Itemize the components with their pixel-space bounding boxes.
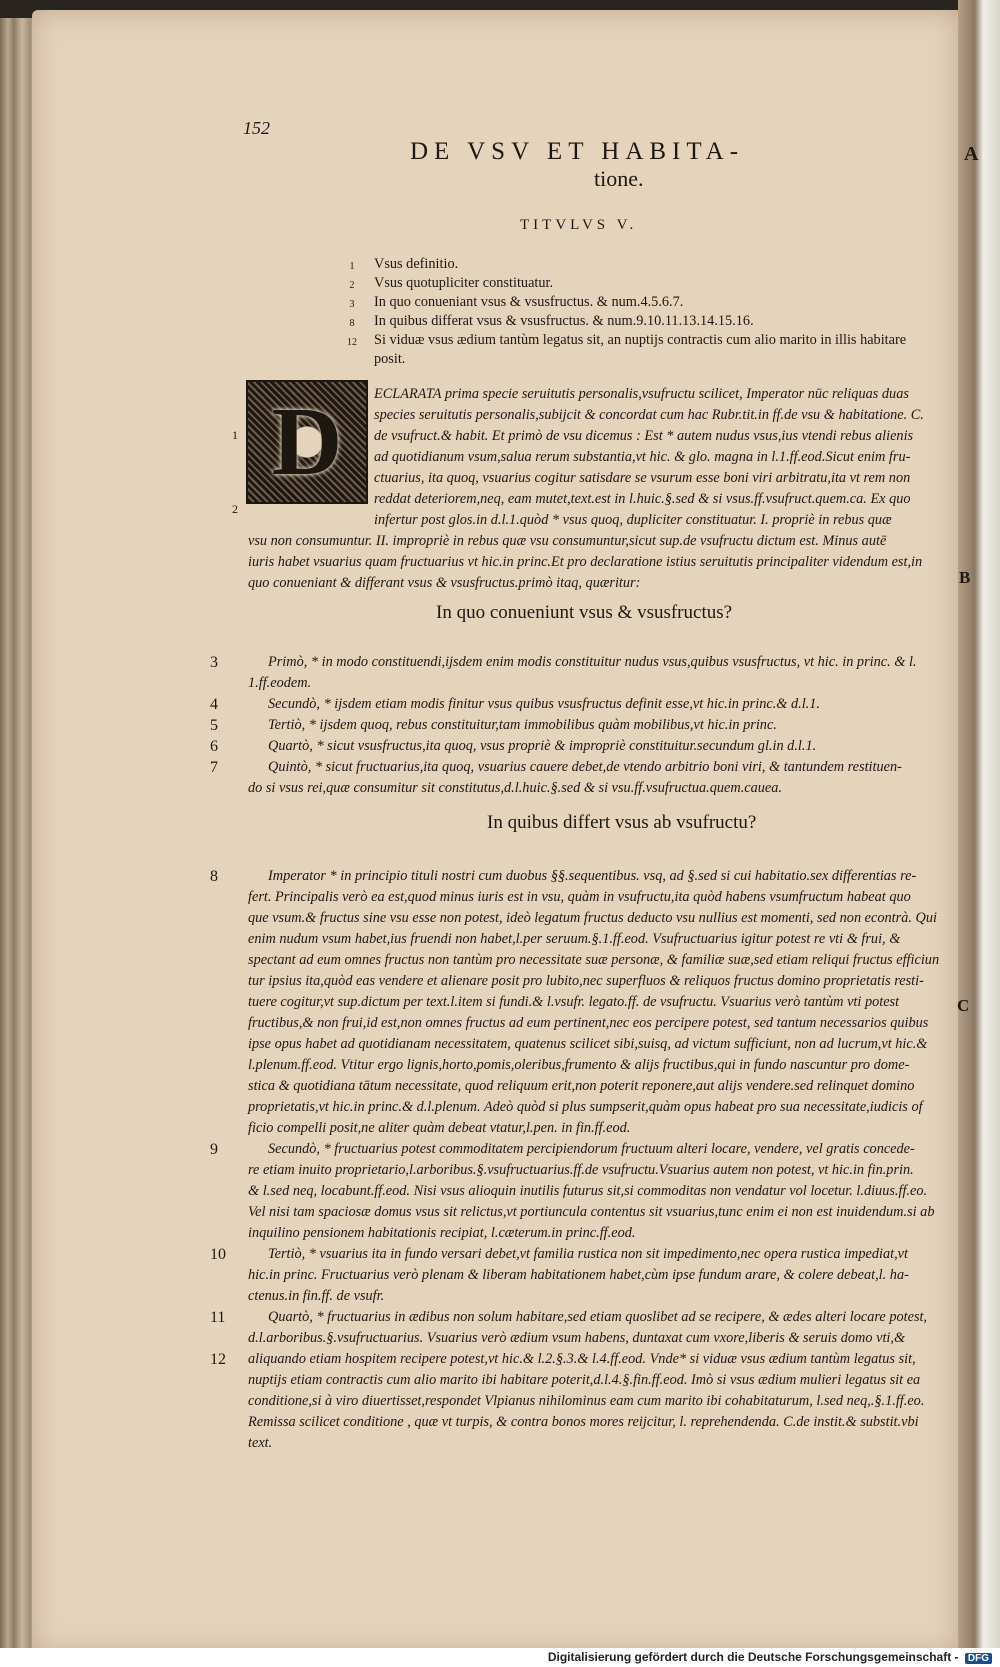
line-text: Imperator * in principio tituli nostri cum duobus §§.sequentibus. vsq, ad §.sed si cui habitatio.sex differentias re-	[268, 868, 917, 884]
text-line: ECLARATA prima specie seruitutis personalis,vsufructu scilicet, Imperator nūc reliquas duas	[374, 386, 909, 402]
margin-number: 11	[210, 1309, 226, 1326]
line-text: Vel nisi tam spaciosæ domus vsus sit relictus,vt portiuncula contentus sit vsuarius,tunc enim ei non est inuidendum.si ab	[248, 1204, 935, 1220]
section-2-body	[210, 866, 940, 1454]
text-line	[248, 1055, 939, 1076]
text-line	[248, 1223, 939, 1244]
text-line	[248, 1286, 939, 1307]
margin-number: 7	[210, 759, 218, 776]
line-text: Remissa scilicet conditione , quæ vt turpis, & contra bonos mores reijcitur, l. reprehendenda. C.de instit.& substit.vbi	[248, 1414, 919, 1430]
summary-item	[330, 256, 950, 275]
margin-number: 3	[210, 654, 218, 671]
line-text: text.	[248, 1435, 273, 1451]
summary-item-number: 3	[349, 299, 355, 310]
text-line	[248, 1076, 939, 1097]
line-text: ficio compelli posit,ne aliter quàm debeat vtatur,l.pen. in fin.ff.eod.	[248, 1120, 631, 1136]
text-line: species seruitutis personalis,subijcit & concordat cum hac Rubr.tit.in ff.de vsu & habitatione. C.	[374, 407, 924, 423]
summary-item	[330, 351, 950, 367]
summary-item-number: 1	[349, 261, 355, 272]
page-number: 152	[243, 118, 270, 138]
text-line	[210, 715, 917, 736]
margin-number-2: 2	[232, 502, 238, 516]
line-text: Quartò, * fructuarius in ædibus non solum habitare,sed etiam quoslibet ad se recipere, & ædes alteri locare potest,	[268, 1309, 928, 1325]
line-text: Secundò, * fructuarius potest commoditatem percipiendorum fructuum alteri locare, vendere, vel gratis concede-	[268, 1141, 915, 1157]
margin-number: 4	[210, 696, 218, 713]
line-text: conditione,si à viro diuertisset,respondet Vlpianus nihilominus eam cum marito ibi cohabitaturum, l.sed neq,.§.1.ff.eo.	[248, 1393, 925, 1409]
text-line	[210, 694, 917, 715]
line-text: proprietatis,vt hic.in princ.& d.l.plenum. Adeò quòd si plus sumpserit,quàm opus habeat pro sua necessitate,iudicis of	[248, 1099, 923, 1115]
text-line	[248, 1370, 939, 1391]
line-text: do si vsus rei,quæ consumitur sit constitutus,d.l.huic.§.sed & si vsu.ff.vsufructua.quem.cauea.	[248, 780, 782, 796]
book-spine	[958, 0, 1000, 1667]
summary-item-text: Vsus definitio.	[374, 256, 459, 272]
text-line	[210, 1244, 939, 1265]
margin-letter-a: A	[964, 143, 979, 165]
summary-item-text: posit.	[374, 351, 406, 367]
line-text: inquilino pensionem habitationis recipiat, l.cæterum.in princ.ff.eod.	[248, 1225, 636, 1241]
text-line	[248, 950, 939, 971]
line-text: tuere cogitur,vt sup.dictum per text.l.item si fundi.& l.vsufr. legato.ff. de vsufructu. Vsuarius verò tantùm vti potest	[248, 994, 900, 1010]
text-line	[210, 1349, 939, 1370]
text-line: ctuarius, ita quoq, vsuarius cogitur satisdare se vsurum esse boni viri arbitratu,ita vt rem non	[374, 470, 911, 486]
dfg-logo-icon: DFG	[965, 1653, 992, 1664]
text-line: infertur post glos.in d.l.1.quòd * vsus quoq, dupliciter constituatur. I. propriè in rebus quæ	[374, 512, 892, 528]
text-line	[248, 929, 939, 950]
line-text: hic.in princ. Fructuarius verò plenam & liberam habitationem habet,cùm ipse fundum arare, & colere debeat,l. ha-	[248, 1267, 909, 1283]
heading-line-2: tione.	[594, 166, 644, 191]
line-text: nuptijs etiam contractis cum alio marito ibi habitare poterit,d.l.4.§.fin.ff.eod. Imò si vsus ædium mulieri legatus sit ea	[248, 1372, 921, 1388]
text-line	[248, 1328, 939, 1349]
line-text: enim nudum vsum habet,ius fruendi non habet,l.per seruum.§.1.ff.eod. Vsufructuarius igitur potest re vti & frui, &	[248, 931, 901, 947]
summary-item-number: 8	[349, 318, 355, 329]
text-line	[210, 1139, 939, 1160]
text-line: vsu non consumuntur. II. impropriè in rebus quæ vsu consumuntur,sicut sup.de vsufructu dictum est. Minus autē	[248, 533, 887, 549]
margin-number: 9	[210, 1141, 218, 1158]
line-text: l.plenum.ff.eod. Vtitur ergo lignis,horto,pomis,oleribus,frumento & alijs fructibus,qui in fundo nascuntur pro dome-	[248, 1057, 910, 1073]
summary-item-text: Vsus quotupliciter constituatur.	[374, 275, 554, 291]
line-text: Secundò, * ijsdem etiam modis finitur vsus quibus vsusfructus definit esse,vt hic.in princ.& d.l.1.	[268, 696, 820, 712]
summary-item	[330, 275, 950, 294]
section-1-title: In quo conueniunt vsus & vsusfructus?	[436, 602, 733, 623]
text-line	[248, 971, 939, 992]
line-text: 1.ff.eodem.	[248, 675, 312, 691]
initial-letter: D	[271, 388, 343, 496]
line-text: que vsum.& fructus sine vsu esse non potest, ideò legatum fructus deducto vsu nullius est momenti, sed non econtrà. Qui	[248, 910, 937, 926]
summary-item-number: 12	[347, 337, 357, 348]
text-line: quo conueniant & differant vsus & vsusfructus.primò itaq, quæritur:	[248, 575, 641, 591]
text-line	[248, 673, 917, 694]
text-line	[210, 652, 917, 673]
text-line	[210, 736, 917, 757]
titulus: TITVLVS V.	[520, 217, 638, 233]
margin-number: 10	[210, 1246, 226, 1263]
text-line	[210, 1307, 939, 1328]
text-line	[248, 1160, 939, 1181]
line-text: stica & quotidiana tātum necessitate, quod reliquum erit,non poterit reponere,aut alijs vendere.sed relinquet domino	[248, 1078, 915, 1094]
margin-number: 12	[210, 1351, 226, 1368]
line-text: aliquando etiam hospitem recipere potest,vt hic.& l.2.§.3.& l.4.ff.eod. Vnde* si viduæ vsus ædium tantùm legatus sit,	[248, 1351, 916, 1367]
line-text: re etiam inuito proprietario,l.arboribus.§.vsufructuarius.ff.de vsufructu.Vsuarius autem non potest, vt hic.in fin.prin.	[248, 1162, 914, 1178]
text-line	[248, 908, 939, 929]
line-text: tur ipsius ita,quòd eas vendere et alienare posit pro lubito,nec superfluos & reliquos fructus domino proprietatis resti-	[248, 973, 924, 989]
text-line	[248, 778, 917, 799]
line-text: Quintò, * sicut fructuarius,ita quoq, vsuarius cauere debet,de vtendo arbitrio boni viri, & tantundem restituen-	[268, 759, 902, 775]
margin-number: 8	[210, 868, 218, 885]
text-line	[248, 1433, 939, 1454]
section-1-body	[210, 652, 917, 799]
margin-number-1: 1	[232, 428, 238, 442]
heading-line-1: DE VSV ET HABITA-	[410, 138, 745, 165]
text-line	[248, 1118, 939, 1139]
text-line	[248, 887, 939, 908]
decorated-initial	[246, 380, 368, 504]
text-line	[248, 1412, 939, 1433]
summary-item-text: In quibus differat vsus & vsusfructus. & num.9.10.11.13.14.15.16.	[374, 313, 754, 329]
intro-text-full-width	[248, 531, 922, 594]
summary-item-text: In quo conueniant vsus & vsusfructus. & num.4.5.6.7.	[374, 294, 684, 310]
summary-list	[330, 256, 950, 367]
summary-item	[330, 294, 950, 313]
text-line	[248, 1391, 939, 1412]
text-line: reddat deteriorem,neq, eam mutet,text.est in l.huic.§.sed & si vsus.ff.vsufruct.quem.ca. Ex quo	[374, 491, 911, 507]
line-text: & l.sed neq, locabunt.ff.eod. Nisi vsus alioquin inutilis futurus sit,si commoditas non vendatur vol locetur. l.diuus.ff.eo.	[248, 1183, 928, 1199]
summary-item	[330, 332, 950, 351]
text-line	[248, 1034, 939, 1055]
line-text: fructibus,& non frui,id est,non omnes fructus ad eum pertinent,nec eos percipere potest, sed tantum necessarios quibus	[248, 1015, 929, 1031]
line-text: ctenus.in fin.ff. de vsufr.	[248, 1288, 385, 1304]
text-line	[248, 1202, 939, 1223]
text-line	[248, 1265, 939, 1286]
line-text: d.l.arboribus.§.vsufructuarius. Vsuarius verò ædium vsum habens, duntaxat cum vxore,liberis & seruis domo vti,&	[248, 1330, 906, 1346]
summary-item	[330, 313, 950, 332]
line-text: ipse opus habet ad quotidianam necessitatem, quatenus scilicet sibi,suisq, ad victum sufficiunt, non ad lucrum,vt hic.&	[248, 1036, 928, 1052]
line-text: Tertiò, * ijsdem quoq, rebus constituitur,tam immobilibus quàm mobilibus,vt hic.in princ.	[268, 717, 777, 733]
text-line	[210, 866, 939, 887]
text-line	[248, 1181, 939, 1202]
margin-letter-b: B	[959, 568, 971, 587]
margin-number: 5	[210, 717, 218, 734]
text-line: ad quotidianum vsum,salua rerum substantia,vt hic. & glo. magna in l.1.ff.eod.Sicut enim fru-	[374, 449, 911, 465]
text-line: de vsufruct.& habit. Et primò de vsu dicemus : Est * autem nudus vsus,ius vtendi rebus alienis	[374, 428, 914, 444]
footer-bar	[0, 1648, 1000, 1667]
text-line	[210, 757, 917, 778]
text-line	[248, 1097, 939, 1118]
line-text: Tertiò, * vsuarius ita in fundo versari debet,vt familia rustica non sit impedimento,nec opera rustica impediat,vt	[268, 1246, 909, 1262]
summary-item-text: Si viduæ vsus ædium tantùm legatus sit, an nuptijs contractis cum alio marito in illis habitare	[374, 332, 907, 348]
margin-number: 6	[210, 738, 218, 755]
summary-item-number: 2	[349, 280, 355, 291]
text-line: iuris habet vsuarius quam fructuarius vt hic.in princ.Et pro declaratione istius seruitutis principaliter videndum est,in	[248, 554, 923, 570]
text-line	[248, 1013, 939, 1034]
line-text: spectant ad eum omnes fructus non tantùm pro necessitate suæ personæ, & familiæ suæ,sed etiam reliqui fructus efficiun	[248, 952, 940, 968]
margin-letter-c: C	[957, 996, 970, 1015]
line-text: Quartò, * sicut vsusfructus,ita quoq, vsus propriè & impropriè constituitur.secundum gl.in d.l.1.	[268, 738, 817, 754]
text-line	[248, 992, 939, 1013]
intro-text-beside-initial	[374, 384, 924, 531]
line-text: Primò, * in modo constituendi,ijsdem enim modis constituitur nudus vsus,quibus vsusfructus, vt hic. in princ. & l.	[268, 654, 917, 670]
line-text: fert. Principalis verò ea est,quod minus iuris est in vsu, quàm in vsufructu,ita quòd habens vsumfructum habeat quo	[248, 889, 911, 905]
summary-item-number	[330, 351, 374, 367]
footer-text: Digitalisierung gefördert durch die Deutsche Forschungsgemeinschaft -	[547, 1650, 959, 1664]
section-2-title: In quibus differt vsus ab vsufructu?	[487, 812, 757, 833]
